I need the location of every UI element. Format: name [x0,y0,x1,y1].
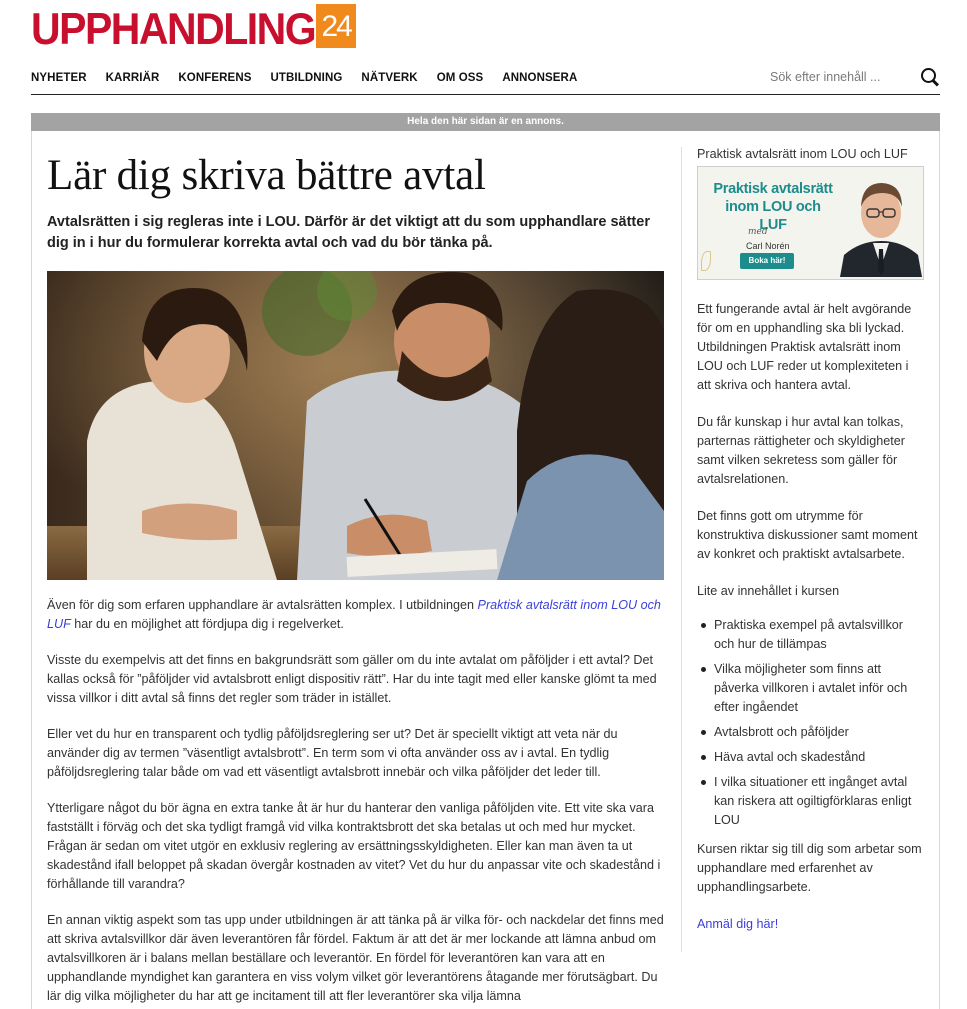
list-item: Avtalsbrott och påföljder [697,723,925,742]
sidebar [697,146,925,934]
speaker-portrait [840,171,922,277]
article [47,150,665,1006]
list-item: Vilka möjligheter som finns att påverka villkoren i avtalet inför och efter ingåendet [697,660,925,717]
sidebar-paragraph: Kursen riktar sig till dig som arbetar som upphandlare med erfarenhet av upphandlingsarbete. [697,842,922,894]
article-paragraph: Visste du exempelvis att det finns en bakgrundsrätt som gäller om du inte avtalat om påföljder i ett avtal? Det kallas också för ”påföljder vid avtalsbrott enligt dispositiv rätt”. Har du inte tagit med eller kanske glömt ta med vissa villkor i ditt avtal så finns det regler som träder in istället. [47,653,657,705]
article-paragraph [47,596,665,634]
logo-text: UPPHANDLING [31,4,316,54]
banner-speaker-name: Carl Norén [746,241,790,251]
banner-med: med [748,227,768,237]
list-item: Häva avtal och skadestånd [697,748,925,767]
register-link[interactable]: Anmäl dig här! [697,917,779,931]
photo-people-signing [47,271,664,580]
course-link[interactable]: Praktisk avtalsrätt inom LOU och LUF [47,598,661,631]
search-icon[interactable] [920,67,940,87]
sidebar-divider [681,147,682,952]
sidebar-paragraph: Det finns gott om utrymme för konstruktiva diskussioner samt moment av konkret och praktiskt avtalsarbete. [697,509,918,561]
nav-item-konferens[interactable]: KONFERENS [178,72,252,84]
course-banner[interactable] [697,166,924,280]
article-lead: Avtalsrätten i sig regleras inte i LOU. Därför är det viktigt att du som upphandlare sätter dig in i hur du formulerar korrekta avtal och vad du bör tänka på. [47,214,650,251]
search-input[interactable] [770,70,920,84]
article-paragraph: Eller vet du hur en transparent och tydlig påföljdsreglering ser ut? Det är speciellt viktigt att veta när du använder dig av termen ”väsentligt avtalsbrott”. En term som vi ofta använder oss av i avtal. En tydlig påföljdsreglering talar både om vad ett väsentligt avtalsbrott innebär och vilka påföljder det leder till. [47,727,618,779]
banner-book-button[interactable]: Boka här! [740,253,794,269]
site-logo[interactable] [31,4,356,54]
sidebar-list-title: Lite av innehållet i kursen [697,584,840,598]
course-contents-list [697,616,925,830]
article-photo [47,271,664,580]
article-paragraph: En annan viktig aspekt som tas upp under utbildningen är att tänka på är vilka för- och nackdelar det finns med att skriva avtalsvillkor där även leverantören får fördel. Faktum är att det är mer lockande att lämna anbud om avtalsvillkoren är i balans mellan beställare och leverantör. En fördel för leverantören kan vara att en upphandlande myndighet kan garantera en viss volym vilket gör leverantörens åtagande mer förutsägbart. Du lär dig vilka möjligheter du har att ge incitament till att fler leverantörer ska vilja lämna [47,913,664,1003]
nav-item-annonsera[interactable]: ANNONSERA [502,72,578,84]
nav-item-natverk[interactable]: NÄTVERK [361,72,418,84]
sidebar-paragraph: Ett fungerande avtal är helt avgörande för om en upphandling ska bli lyckad. Utbildningen Praktisk avtalsrätt inom LOU och LUF reder ut komplexiteten i att skriva och hantera avtal. [697,302,912,392]
article-paragraph: Ytterligare något du bör ägna en extra tanke åt är hur du hanterar den vanliga påföljden vite. Ett vite ska vara fastställt i förväg och det ska tydligt framgå vid vilka kontraktsbrott det ska betalas ut och med hur mycket. Frågan är sedan om vitet utgör en exklusiv reglering av ersättningsskyldigheten. Eller kan man även ta ut skadestånd ifall beloppet på skadan övergår kostnaden av vitet? Vet du hur du anpassar vite och skadestånd i förhållande till varandra? [47,801,661,891]
page-title: Lär dig skriva bättre avtal [47,152,486,199]
main-nav [31,62,940,95]
nav-item-om-oss[interactable]: OM OSS [436,72,484,84]
list-item: Praktiska exempel på avtalsvillkor och hur de tillämpas [697,616,925,654]
banner-title: Praktisk avtalsrätt inom LOU och LUF [697,147,908,161]
ad-notice-bar: Hela den här sidan är en annons. [31,113,940,131]
article-body [47,596,665,1006]
nav-item-utbildning[interactable]: UTBILDNING [270,72,343,84]
banner-headline: Praktisk avtalsrätt inom LOU och LUF [713,181,833,233]
list-item: I vilka situationer ett ingånget avtal kan riskera att ogiltigförklaras enligt LOU [697,773,925,830]
sidebar-paragraph: Du får kunskap i hur avtal kan tolkas, parternas rättigheter och skyldigheter samt vilken sekretess som gäller för avtalsrelationen. [697,415,905,486]
leaf-icon [701,251,711,271]
paragraph-text: Även för dig som erfaren upphandlare är avtalsrätten komplex. I utbildningen [47,598,478,612]
nav-item-nyheter[interactable]: NYHETER [31,72,87,84]
nav-item-karriar[interactable]: KARRIÄR [105,72,160,84]
logo-badge: 24 [316,4,356,48]
search-box [770,67,940,87]
paragraph-text: har du en möjlighet att fördjupa dig i regelverket. [70,617,344,631]
